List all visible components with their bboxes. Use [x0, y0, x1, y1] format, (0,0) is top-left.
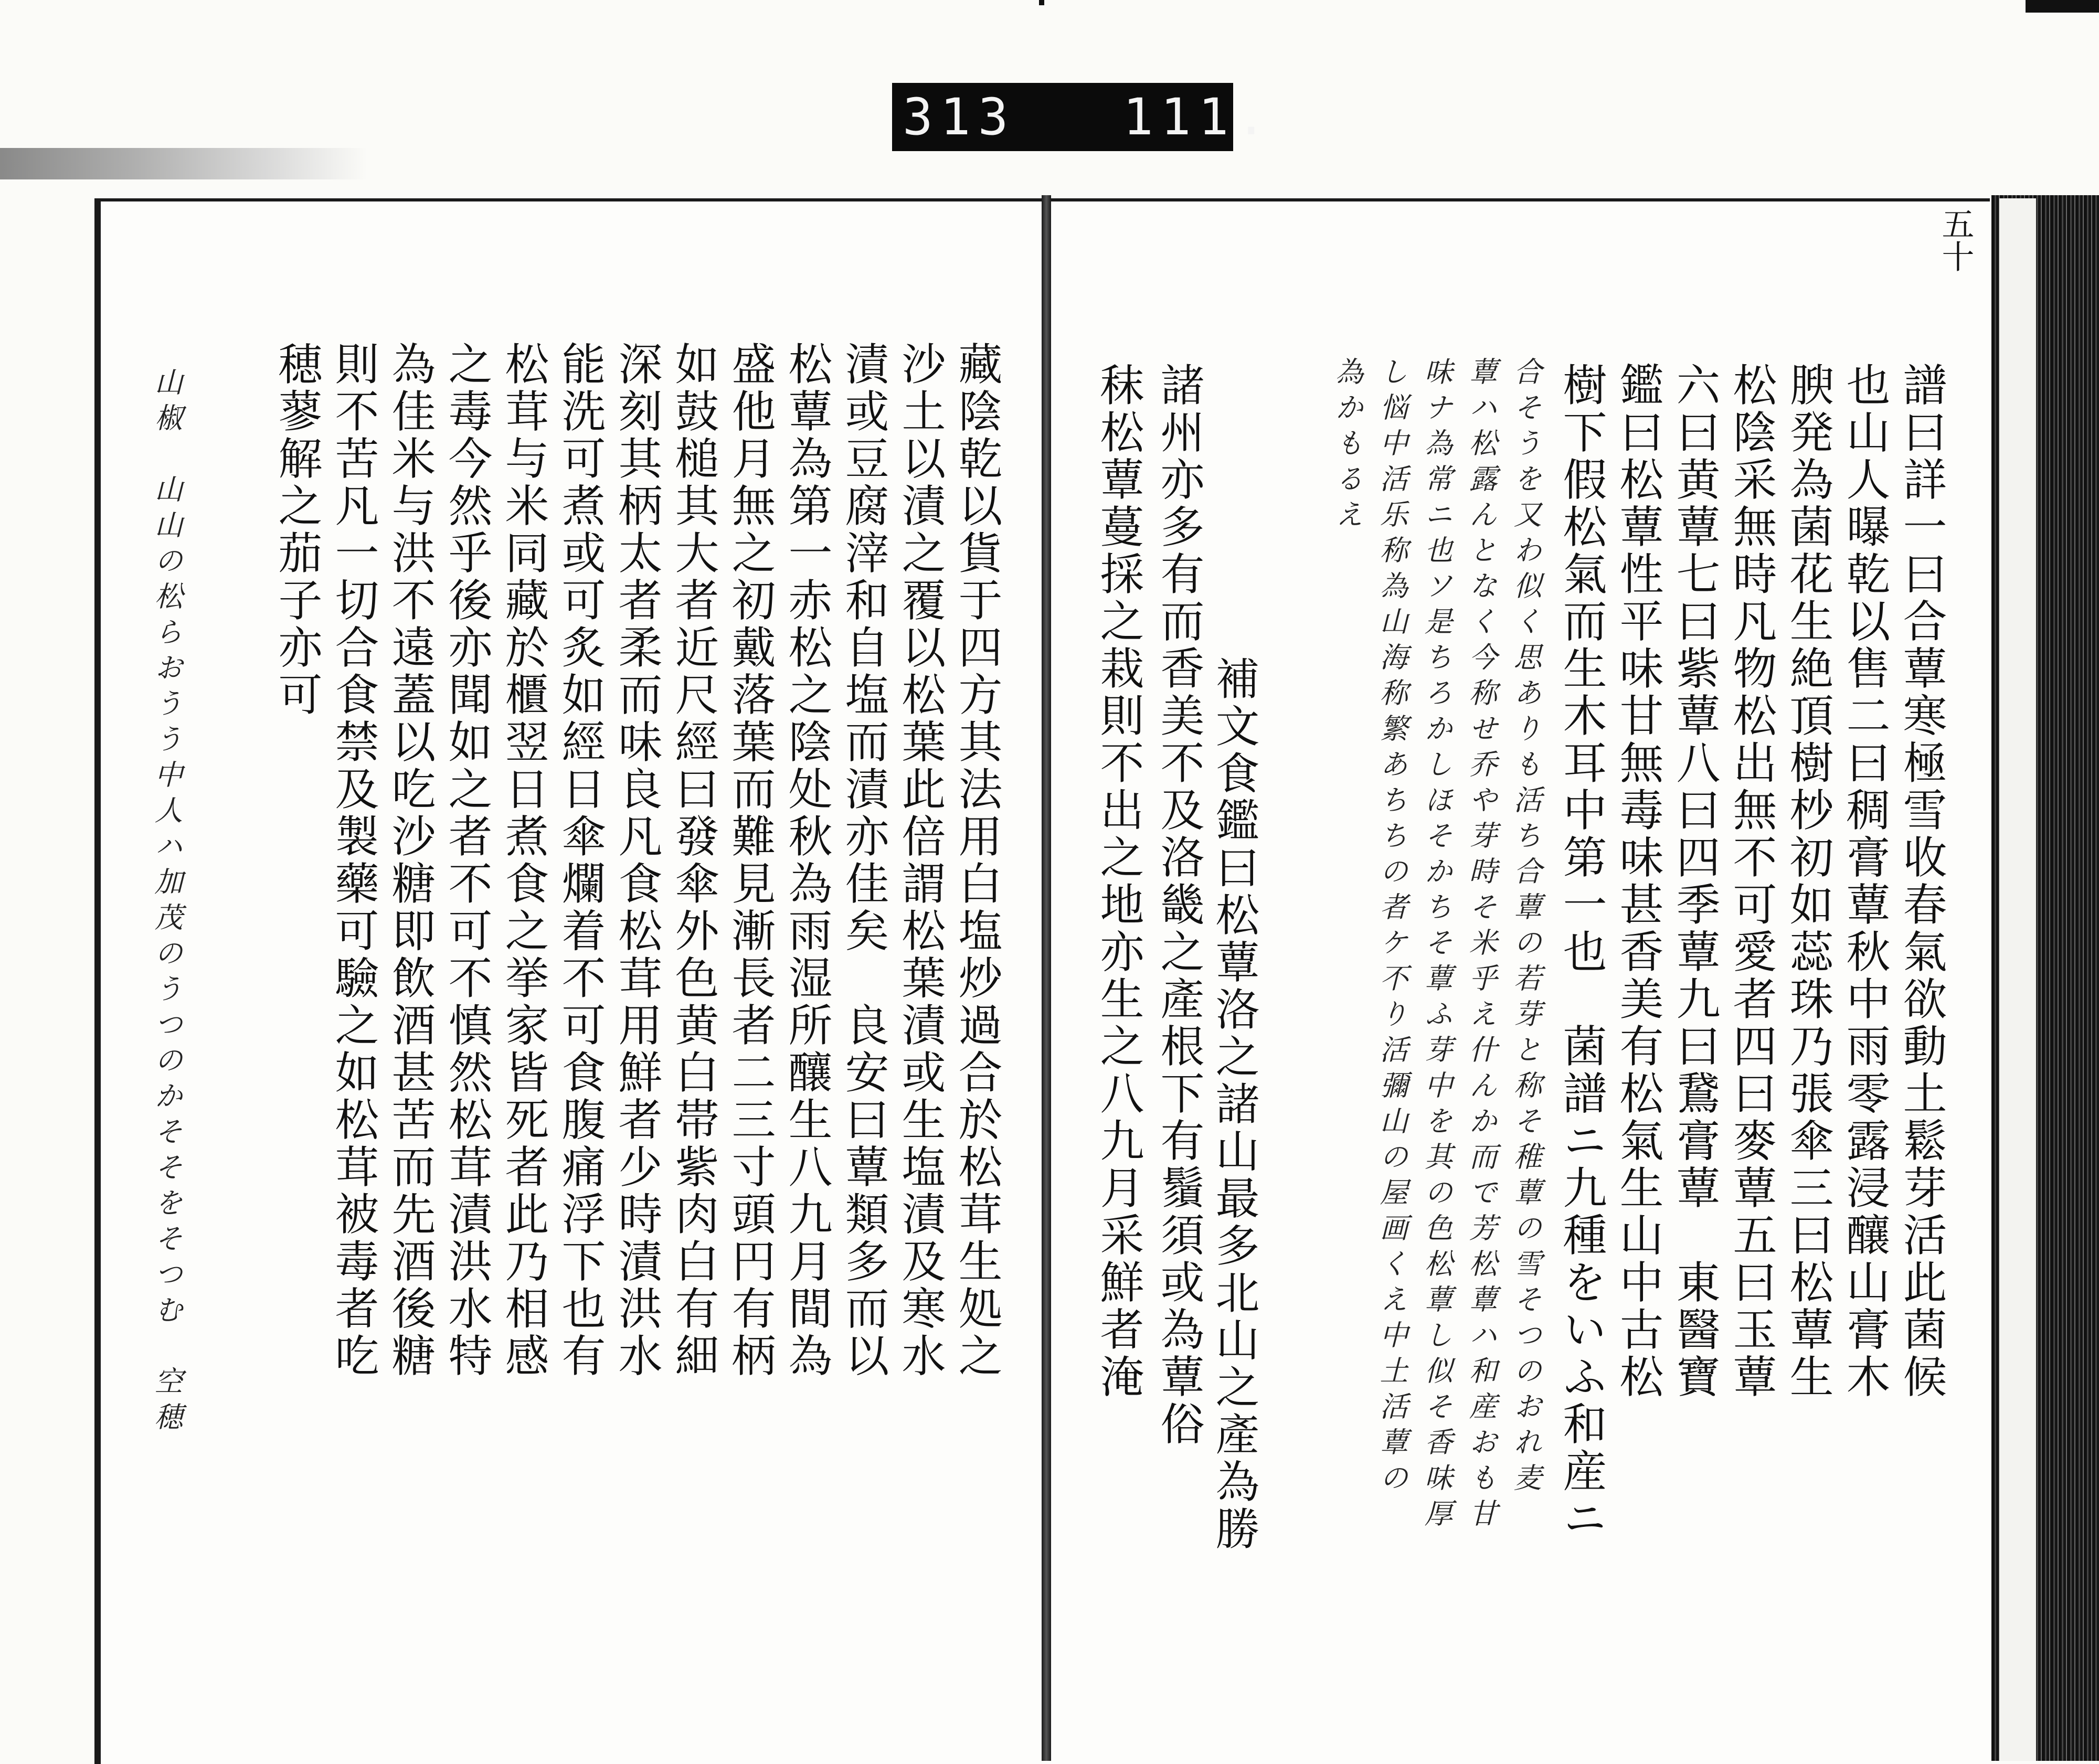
right-col-9: 諸州亦多有而香美不及洛畿之產根下有鬚須或為蕈俗	[1153, 362, 1205, 1448]
right-note-1: 合そうを又わ似く思ありも活ち合蕈の若芽と称そ稚蕈の雪そつのおれ麦	[1509, 357, 1542, 1499]
left-col-5: 盛他月無之初戴落葉而難見漸長者二三寸頭円有柄	[725, 341, 776, 1380]
book-gutter	[1042, 195, 1051, 1761]
right-note-5: 為かもるえ	[1331, 357, 1364, 535]
right-col-3: 腴発為菌花生絶頂樹杪初如蕊珠乃張傘三曰松蕈生	[1783, 362, 1834, 1401]
scanner-smear	[0, 148, 367, 179]
left-note: 山椒 山山の松らおうう中人ハ加茂のうつのかそそをそつむ 空穂	[150, 367, 183, 1438]
right-note-2: 蕈ハ松露んとなく今称せ乔や芽時そ米乎え什んか而で芳松蕈ハ和産おも甘	[1465, 357, 1498, 1534]
page-edge-margin	[1999, 198, 2036, 1761]
left-col-8: 能洗可煮或可炙如經日傘爛着不可食腹痛浮下也有	[555, 341, 606, 1380]
page-number: 五十	[1936, 207, 1975, 272]
archive-label-right: 111.	[1123, 88, 1274, 146]
right-col-6: 鑑曰松蕈性平味甘無毒味甚香美有松氣生山中古松	[1613, 362, 1664, 1401]
left-col-12: 則不苦凡一切合食禁及製藥可驗之如松茸被毒者吃	[328, 341, 379, 1380]
archive-label-left: 313	[903, 88, 1016, 146]
left-col-13: 穂蓼解之茄子亦可	[271, 341, 323, 719]
left-col-1: 藏陰乾以貨于四方其法用白塩炒過合於松茸生処之	[951, 341, 1003, 1380]
right-col-5: 六曰黄蕈七曰紫蕈八曰四季蕈九曰鵞膏蕈 東醫寶	[1669, 362, 1721, 1401]
left-col-11: 為佳米与洪不遠蓋以吃沙糖即飲酒甚苦而先酒後糖	[385, 341, 436, 1380]
right-col-4: 松陰采無時凡物松出無不可愛者四曰麥蕈五曰玉蕈	[1726, 362, 1777, 1401]
left-col-2: 沙土以漬之覆以松葉此倍謂松葉漬或生塩漬及寒水	[895, 341, 946, 1380]
right-col-2: 也山人曝乾以售二曰稠膏蕈秋中雨零露浸釀山膏木	[1839, 362, 1891, 1401]
right-note-3: 味ナ為常ニ也ソ是ちろかしほそかちそ蕈ふ芽中を其の色松蕈し似そ香味厚	[1420, 357, 1453, 1534]
scan-corner-mark	[2026, 0, 2099, 13]
right-col-10: 秣松蕈蔓採之栽則不出之地亦生之八九月采鮮者淹	[1093, 362, 1144, 1401]
left-col-7: 深刻其柄太者柔而味良凡食松茸用鮮者少時漬洪水	[611, 341, 663, 1380]
scan-dot-mark	[1039, 0, 1044, 5]
right-note-4: し悩中活乐称為山海称繁あちちの者ケ不り活彌山の屋画くえ中土活蕈の	[1375, 357, 1408, 1499]
right-col-8: 補文食鑑曰松蕈洛之諸山最多北山之產為勝	[1208, 656, 1260, 1553]
right-col-1: 譜曰詳一曰合蕈寒極雪收春氣欲動土鬆芽活此菌候	[1896, 362, 1947, 1401]
left-col-6: 如鼓槌其大者近尺經曰發傘外色黄白帯紫肉白有細	[668, 341, 719, 1380]
right-col-7: 樹下假松氣而生木耳中第一也 菌譜ニ九種をいふ和産ニ	[1556, 362, 1607, 1543]
left-col-9: 松茸与米同藏於櫃翌日煮食之挙家皆死者此乃相感	[498, 341, 549, 1380]
left-col-3: 漬或豆腐滓和自塩而漬亦佳矣 良安曰蕈類多而以	[838, 341, 889, 1380]
archive-label	[892, 83, 1274, 151]
left-col-10: 之毒今然乎後亦聞如之者不可不慎然松茸漬洪水特	[441, 341, 493, 1380]
left-col-4: 松蕈為第一赤松之陰处秋為雨湿所釀生八九月間為	[781, 341, 833, 1380]
